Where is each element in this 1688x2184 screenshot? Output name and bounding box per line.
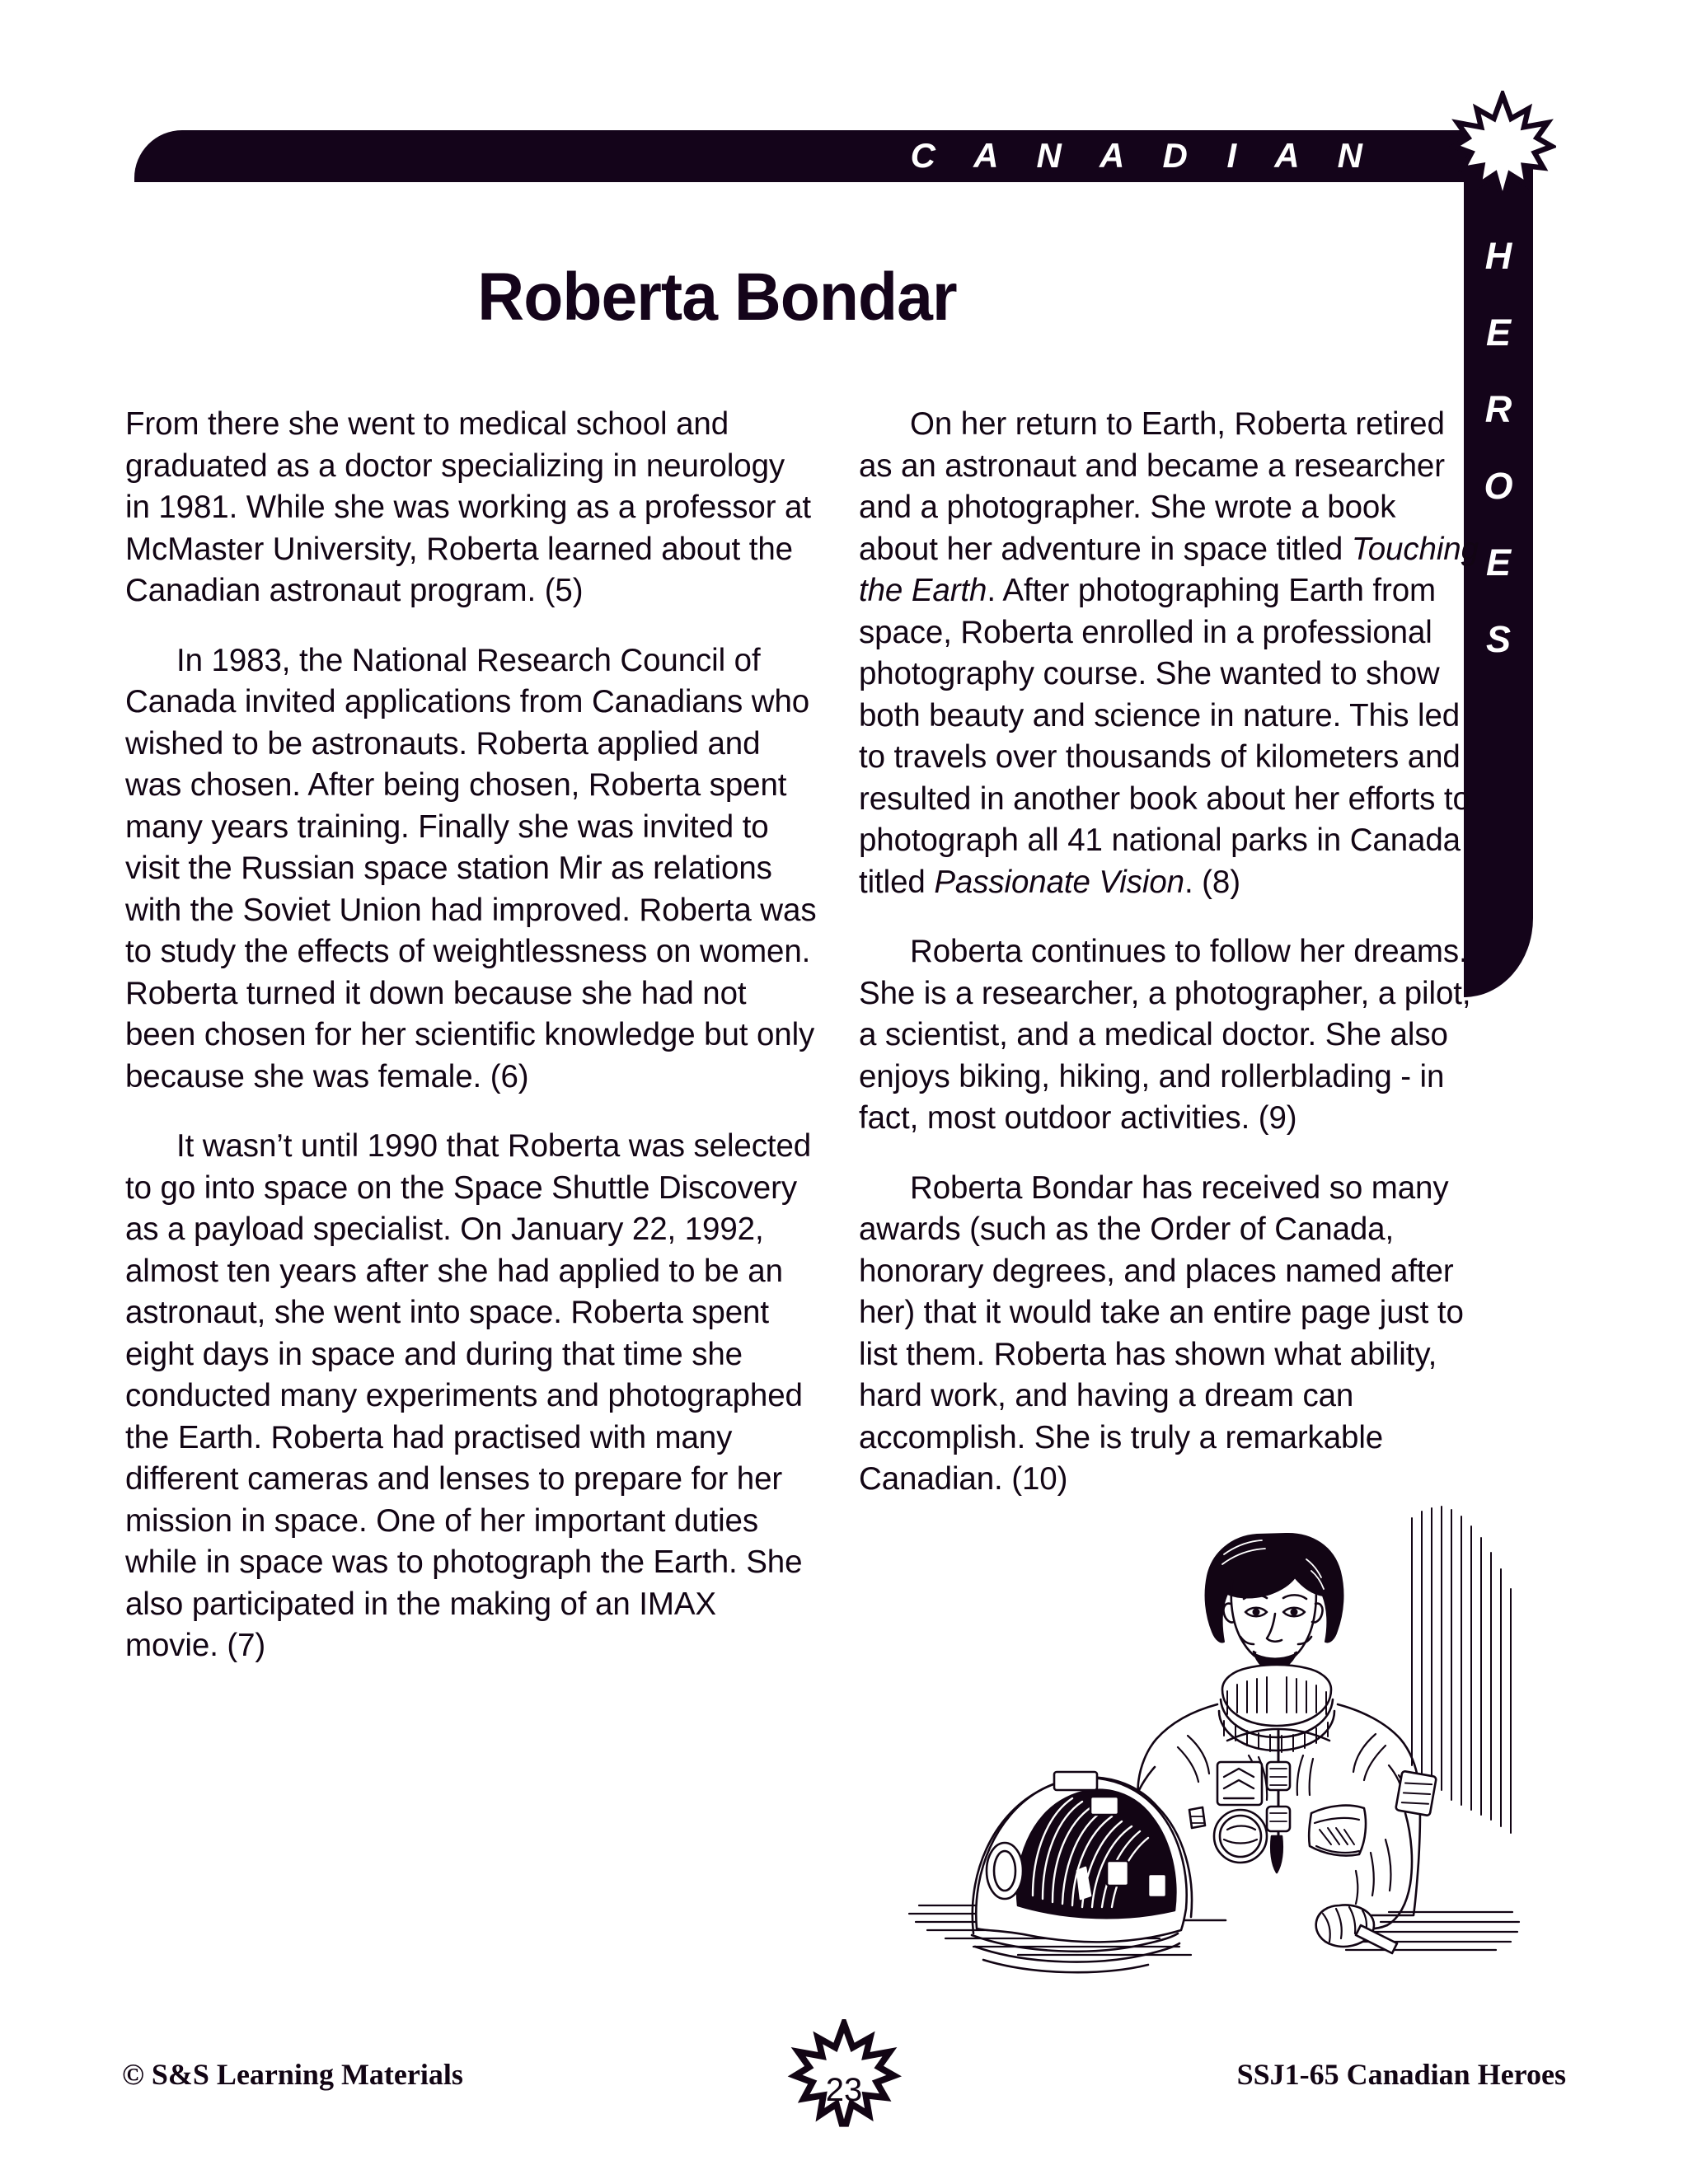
page-title: Roberta Bondar <box>477 260 957 335</box>
paragraph: It wasn’t until 1990 that Roberta was selected to go into space on the Space Shuttle Discovery as a payload specialist. On January 22, 1992, almost ten years after she had applied to be an astronaut, she went into space. Roberta spent eight days in space and during that time she conducted many experiments and photographed the Earth. Roberta had practised with many different cameras and lenses to prepare for her mission in space. One of her important duties while in space was to photograph the Earth. She also participated in the making of an IMAX movie. (7) <box>125 1128 812 1663</box>
maple-leaf-icon <box>1449 91 1556 198</box>
footer-copyright: © S&S Learning Materials <box>122 2058 463 2091</box>
left-column <box>125 404 818 1695</box>
header-banner-label: C A N A D I A N <box>910 135 1377 175</box>
side-tab-letter: E <box>1485 541 1511 583</box>
side-tab-letter: S <box>1485 618 1511 660</box>
side-tab-letter: R <box>1484 388 1512 430</box>
page-number: 23 <box>825 2072 863 2108</box>
paragraph: Roberta Bondar has received so many awards (such as the Order of Canada, honorary degrees, and places named after her) that it would take an entire page just to list them. Roberta has shown what ability, hard work, and having a dream can accomplish. She is truly a remarkable Canadian. (10) <box>859 1169 1464 1497</box>
astronaut-illustration <box>894 1483 1545 1994</box>
paragraph: From there she went to medical school and graduated as a doctor specializing in neurology in 1981. While she was working as a professor at McMaster University, Roberta learned about the Canadian astronaut program. (5) <box>125 406 811 608</box>
side-tab-letter: O <box>1484 465 1513 507</box>
page-footer <box>0 2042 1688 2108</box>
footer-product-code: SSJ1-65 Canadian Heroes <box>1236 2058 1566 2091</box>
paragraph: Roberta continues to follow her dreams. She is a researcher, a photographer, a pilot, a scientist, and a medical doctor. She also enjoys biking, hiking, and rollerblading - in fact, most outdoor activities. (9) <box>859 934 1471 1136</box>
side-tab-letter: H <box>1484 235 1512 277</box>
right-column <box>859 404 1479 1529</box>
paragraph: On her return to Earth, Roberta retired as an astronaut and became a researcher and a photographer. She wrote a book about her adventure in space titled Touching the Earth. After photographing Earth from space, Roberta enrolled in a professional photography course. She wanted to show both beauty and science in nature. This led to travels over thousands of kilometers and resulted in another book about her efforts to photograph all 41 national parks in Canada titled Passionate Vision. (8) <box>859 406 1479 900</box>
header-banner <box>134 130 1478 182</box>
side-tab-letter: E <box>1485 312 1511 354</box>
paragraph: In 1983, the National Research Council of Canada invited applications from Canadians who wished to be astronauts. Roberta applied and was chosen. After being chosen, Roberta spent many years training. Finally she was invited to visit the Russian space station Mir as relations with the Soviet Union had improved. Roberta was to study the effects of weightlessness on women. Roberta turned it down because she had not been chosen for her scientific knowledge but only because she was female. (6) <box>125 642 817 1094</box>
